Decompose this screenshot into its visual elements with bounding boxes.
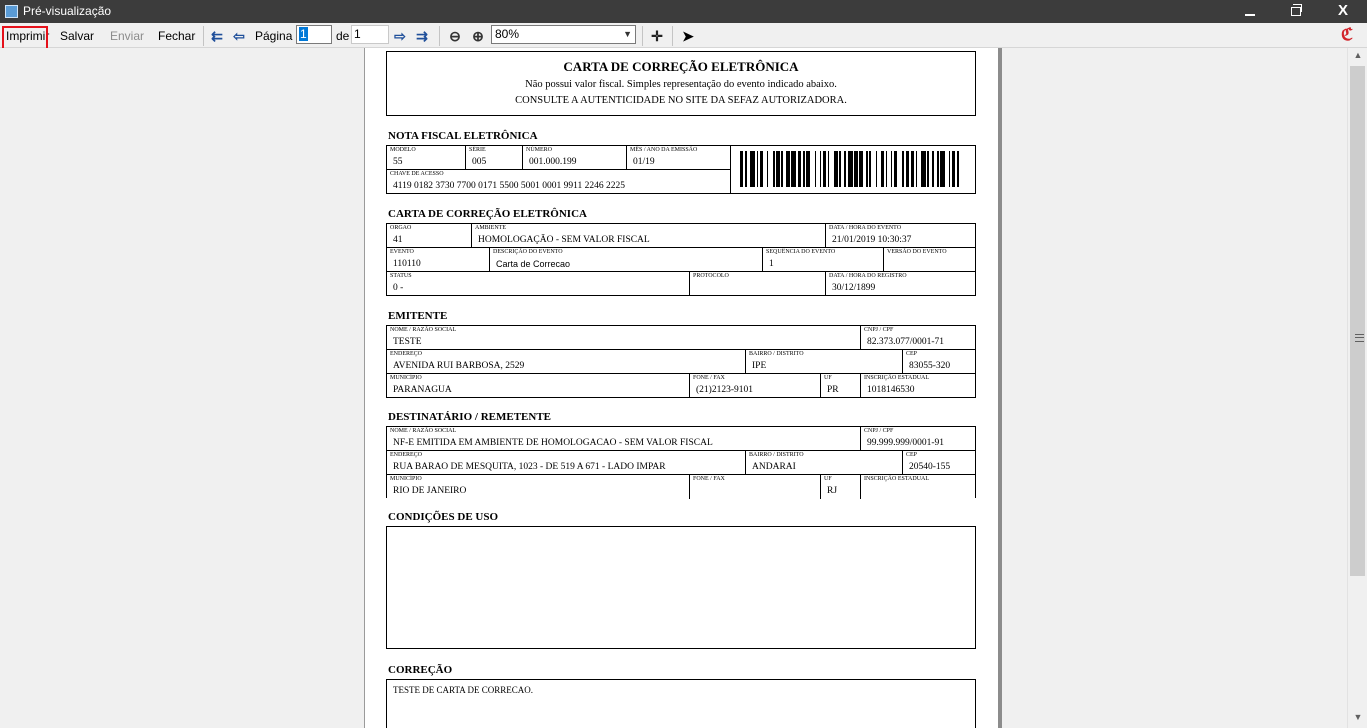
first-page-icon[interactable]: ⇇ (211, 28, 223, 44)
nfe-section-title: NOTA FISCAL ELETRÔNICA (388, 130, 538, 142)
barcode-bar (959, 151, 962, 187)
header-box (386, 51, 976, 116)
sequencia-evento-cell: SEQUÊNCIA DO EVENTO 1 (763, 248, 884, 272)
print-button[interactable]: Imprimir (6, 29, 50, 43)
emitente-endereco-cell: ENDEREÇO AVENIDA RUI BARBOSA, 2529 (387, 350, 746, 374)
destinatario-section-title: DESTINATÁRIO / REMETENTE (388, 411, 551, 423)
protocolo-cell: PROTOCOLO (690, 272, 826, 295)
restore-icon (1291, 7, 1301, 16)
of-label: de (336, 29, 350, 43)
dest-cnpj-cell: CNPJ / CPF 99.999.999/0001-91 (861, 427, 975, 451)
toolbar-separator (672, 26, 673, 46)
send-button[interactable]: Enviar (110, 29, 145, 43)
orgao-cell: ORGAO 41 (387, 224, 472, 248)
minimize-button[interactable] (1227, 0, 1273, 23)
correcao-box (386, 679, 976, 728)
title-bar (0, 0, 1367, 23)
dest-fone-cell: FONE / FAX (690, 475, 821, 499)
toolbar (0, 23, 1367, 48)
close-button[interactable]: Fechar (158, 29, 196, 43)
previous-page-icon[interactable]: ⇦ (233, 28, 245, 44)
status-cell: STATUS 0 - (387, 272, 690, 295)
emitente-bairro-cell: BAIRRO / DISTRITO IPE (746, 350, 903, 374)
toolbar-separator (642, 26, 643, 46)
serie-cell: SÉRIE 005 (466, 146, 523, 170)
scroll-up-icon[interactable]: ▲ (1353, 50, 1363, 60)
zoom-in-icon[interactable]: ⊕ (472, 28, 484, 44)
page-shadow (998, 48, 1002, 728)
chave-cell: CHAVE DE ACESSO 4119 0182 3730 7700 0171 5500 5001 0001 9911 2246 2225 (387, 170, 731, 193)
fit-page-icon[interactable]: ✛ (651, 28, 663, 44)
dest-bairro-cell: BAIRRO / DISTRITO ANDARAI (746, 451, 903, 475)
barcode (740, 151, 962, 187)
doc-subtitle-1: Não possui valor fiscal. Simples representação do evento indicado abaixo. (525, 79, 837, 90)
evento-cell: EVENTO 110110 (387, 248, 490, 272)
mes-emissao-cell: MÊS / ANO DA EMISSÃO 01/19 (627, 146, 731, 170)
toolbar-separator (203, 26, 204, 46)
save-button[interactable]: Salvar (60, 29, 95, 43)
chevron-down-icon: ▼ (623, 29, 632, 39)
correcao-text: TESTE DE CARTA DE CORRECAO. (393, 685, 533, 695)
emitente-box (386, 325, 976, 398)
minimize-icon (1245, 14, 1255, 16)
emitente-nome-cell: NOME / RAZÃO SOCIAL TESTE (387, 326, 861, 350)
emitente-fone-cell: FONE / FAX (21)2123-9101 (690, 374, 821, 397)
condicoes-section-title: CONDIÇÕES DE USO (388, 511, 499, 523)
scrollbar-thumb[interactable] (1350, 66, 1365, 576)
last-page-icon[interactable]: ⇉ (416, 28, 428, 44)
modelo-cell: MODELO 55 (387, 146, 466, 170)
doc-subtitle-2: CONSULTE A AUTENTICIDADE NO SITE DA SEFAZ AUTORIZADORA. (515, 95, 847, 106)
emitente-section-title: EMITENTE (388, 310, 448, 322)
vertical-scrollbar[interactable] (1347, 48, 1367, 728)
page-total-field: 1 (351, 25, 389, 44)
descricao-evento-cell: DESCRIÇÃO DO EVENTO Carta de Correcao (490, 248, 763, 272)
zoom-out-icon[interactable]: ⊖ (449, 28, 461, 44)
versao-evento-cell: VERSÃO DO EVENTO (884, 248, 975, 272)
condicoes-box (386, 526, 976, 649)
data-registro-cell: DATA / HORA DO REGISTRO 30/12/1899 (829, 273, 907, 293)
close-window-button[interactable]: X (1337, 2, 1348, 19)
scroll-down-icon[interactable]: ▼ (1353, 712, 1363, 722)
page-number-input[interactable]: 1 (296, 25, 332, 44)
brand-logo-icon: ℭ (1341, 25, 1353, 45)
ambiente-cell: AMBIENTE HOMOLOGAÇÃO - SEM VALOR FISCAL (472, 224, 826, 248)
emitente-cep-cell: CEP 83055-320 (903, 350, 975, 374)
dest-cep-cell: CEP 20540-155 (903, 451, 975, 475)
toolbar-separator (439, 26, 440, 46)
destinatario-box (386, 426, 976, 498)
doc-title: CARTA DE CORREÇÃO ELETRÔNICA (563, 59, 799, 74)
numero-cell: NÚMERO 001.000.199 (523, 146, 627, 170)
emitente-municipio-cell: MUNICÍPIO PARANAGUA (387, 374, 690, 397)
pointer-icon[interactable]: ➤ (682, 28, 694, 44)
next-page-icon[interactable]: ⇨ (394, 28, 406, 44)
cce-section-title: CARTA DE CORREÇÃO ELETRÔNICA (388, 208, 587, 220)
dest-nome-cell: NOME / RAZÃO SOCIAL NF-E EMITIDA EM AMBIENTE DE HOMOLOGACAO - SEM VALOR FISCAL (387, 427, 861, 451)
grip-icon (1355, 334, 1364, 342)
restore-button[interactable] (1273, 0, 1319, 23)
page-label: Página (255, 29, 293, 43)
emitente-cnpj-cell: CNPJ / CPF 82.373.077/0001-71 (861, 326, 975, 350)
dest-municipio-cell: MUNICÍPIO RIO DE JANEIRO (387, 475, 690, 499)
window-title: Pré-visualização (23, 4, 112, 18)
dest-ie-cell: INSCRIÇÃO ESTADUAL (864, 476, 930, 482)
dest-endereco-cell: ENDEREÇO RUA BARAO DE MESQUITA, 1023 - DE 519 A 671 - LADO IMPAR (387, 451, 746, 475)
dest-uf-cell: UF RJ (821, 475, 861, 499)
app-icon (5, 5, 18, 18)
emitente-uf-cell: UF PR (821, 374, 861, 397)
zoom-select[interactable]: 80% ▼ (491, 25, 636, 44)
data-evento-cell: DATA / HORA DO EVENTO 21/01/2019 10:30:37 (826, 224, 975, 248)
correcao-section-title: CORREÇÃO (388, 664, 453, 676)
cce-box (386, 223, 976, 296)
emitente-ie-cell: INSCRIÇÃO ESTADUAL 1018146530 (864, 375, 930, 395)
